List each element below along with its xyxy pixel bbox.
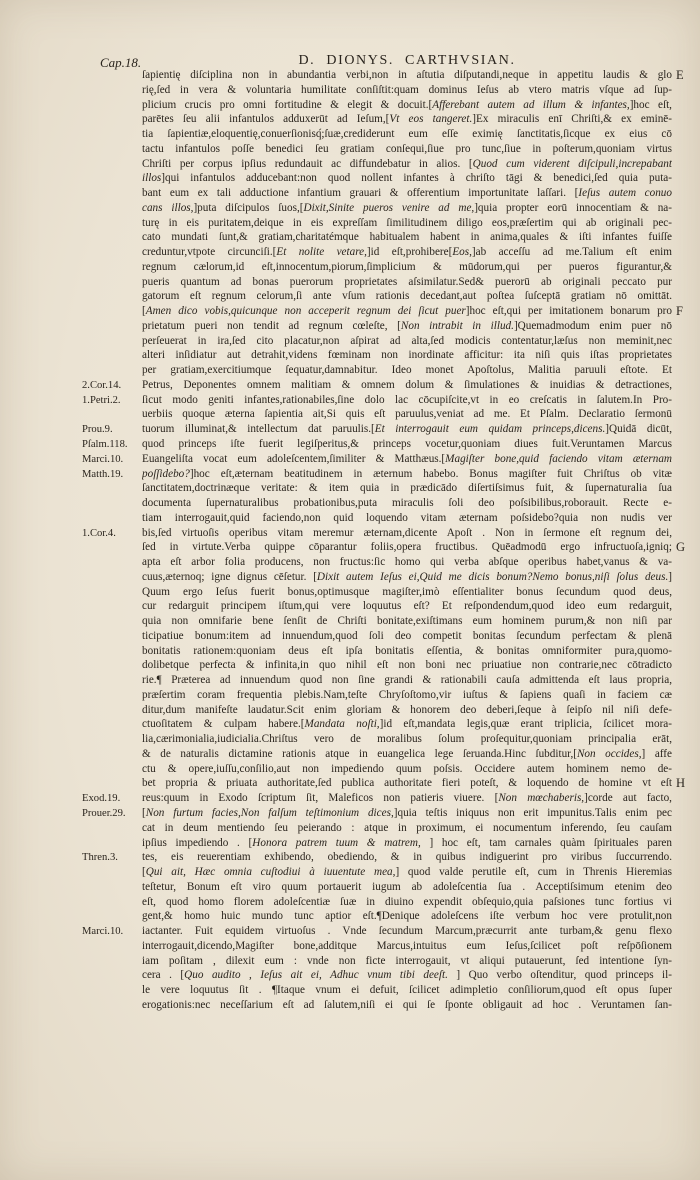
scripture-quote: cans illos, <box>142 201 194 214</box>
text-line <box>142 260 672 275</box>
text-line <box>142 732 672 747</box>
text-line <box>142 319 672 334</box>
text-run: ]ab acceſſu ad me.Talium eſt enim <box>471 246 672 259</box>
scripture-quote: Honora patrem tuum & matrem, <box>252 836 421 849</box>
text-run: bant eum ex tali adductione infantium grauari & offerentium importunitate laſſari. [ <box>142 187 579 200</box>
text-run: [ <box>142 807 146 819</box>
text-line <box>142 68 672 83</box>
text-run: quod princeps iſte fuerit legiſperitus,& princeps vocetur,quoniam diues fuit.Veruntamen Marcus <box>142 438 672 450</box>
text-line <box>142 555 672 570</box>
text-run: ctu & opere,iuſſu,conſilio,aut non impediendo quum poſsis. Occidere autem hominem nemo de- <box>142 762 672 775</box>
text-line <box>142 614 672 629</box>
text-run: ]id eſt,mandata legis,quæ erant triplicia, ſcilicet mora- <box>379 718 672 731</box>
text-run: ]corde aut facto, <box>584 792 672 805</box>
text-run: tuorum illuminat,& intellectum dat paruulis.[ <box>142 423 375 436</box>
scripture-quote: illos <box>142 172 162 185</box>
text-line <box>142 289 672 304</box>
text-run: ] Quo verbo oſtenditur, quod princeps il- <box>447 969 672 982</box>
text-line <box>142 776 672 791</box>
scripture-quote: Mandata noſti, <box>304 718 380 731</box>
text-line <box>142 658 672 673</box>
text-line <box>142 939 672 954</box>
text-run: cera . [ <box>142 969 185 982</box>
text-line <box>142 954 672 969</box>
text-line <box>142 644 672 659</box>
text-run: tactu infantulos poſſe benedici ſeu gratiam conſequi,ſiue pro tunc,ſiue in poſterum,quoniam virtus <box>142 142 672 155</box>
text-run: rie.¶ Præterea ad innuendum quod non ſine grandi & rationabili cauſa admittenda eſt laus propria, <box>142 674 672 687</box>
text-line <box>142 186 672 201</box>
margin-reference: Prouer.29. <box>82 808 126 819</box>
text-line <box>142 83 672 98</box>
scripture-quote: Et interrogauit eum quidam princeps,dicens. <box>374 423 606 436</box>
text-run: ſanctitatem,doctrinæque veritate: & item quia in prædicādo diſertiſsimus fuit, & ſupernaturalia ſua <box>142 482 672 495</box>
text-line <box>142 348 672 363</box>
margin-reference: Marci.10. <box>82 926 124 938</box>
scripture-quote: poſſidebo? <box>142 467 190 480</box>
text-run: reus:quum in Exodo ſcriptum ſit, Maleficos non patieris viuere. [ <box>142 792 499 805</box>
text-run: uerbiis quoque æterna ſapientia ait,Si quis eſt paruulus,veniat ad me. Et Pſalm. Declaratio ſermonū <box>142 408 672 421</box>
section-letter: E <box>676 68 684 82</box>
text-line <box>142 201 672 216</box>
text-run: apta eſt arbor folia producens, non fructus:ſic homo qui verba abſque operibus habet,vanus & va- <box>142 556 672 569</box>
text-run: cato mundati ſunt,& gratiam,charitatémque habitualem habent in anima,quales & iſti infantes fuiſſe <box>142 231 672 244</box>
text-run: ] quod valde perutile eſt, cum in Threnis Hieremias <box>395 866 672 879</box>
text-run: ]hoc eſt, <box>629 98 672 111</box>
section-letter: H <box>676 776 686 791</box>
margin-reference: Matth.19. <box>82 468 124 480</box>
text-run: dolibetque perfecta & infinita,in quo nihil eſt non boni nec priuatiue non contrarie,nec cōtradicto <box>142 659 672 672</box>
text-run: bis,ſed virtuoſis operibus vitam meremur æternam,dicente Apoſt . Non in ſermone eſt regnum dei, <box>142 526 672 539</box>
text-line <box>142 836 672 851</box>
text-run: ]Quidā dicūt, <box>605 423 672 436</box>
text-line <box>142 98 672 113</box>
text-run: Petrus, Deponentes omnem malitiam & omnem dolum & ſimulationes & inuidias & detractiones, <box>142 378 672 391</box>
scripture-quote: Vt eos tangeret. <box>389 113 473 126</box>
margin-reference: 1.Cor.4. <box>82 527 116 539</box>
text-line <box>142 895 672 910</box>
text-run: ] <box>668 570 672 583</box>
text-run: & de naturalis dictamine rationis atque in euangelica lege ſeruanda.Hinc ſubditur,[ <box>142 747 577 760</box>
text-run: pueris quantum ad bonas puerorum proprietates aſsimilatur.Sed& puerorū ab originali peccato pur <box>142 275 672 288</box>
text-run: plicium crucis pro omni fortitudine & elegit & docuit.[ <box>142 98 433 111</box>
text-run: tes, eis reuerentiam exhibendo, obediendo, & in quibus indiguerint pro viribus ſuccurrendo. <box>142 851 672 864</box>
text-line <box>142 806 672 821</box>
text-run: prietatum pueri non tendit ad regnum cœleſte, [ <box>142 319 401 332</box>
text-run: turę in eis puritatem,deique in eis expreſſam ſimilitudinem diligo eos,præſertim qui ab originali pec- <box>142 216 672 229</box>
text-line <box>142 363 672 378</box>
text-run: ]quia teſtis iniquus non erit impunitus.Talis enim pec <box>393 807 672 819</box>
text-run: ]Ex miraculis enī Chriſti,& ex eminē- <box>472 113 672 126</box>
margin-reference: Pſalm.118. <box>82 439 128 450</box>
text-run: gent,& homo huic mundo tunc aptior eſt.¶Denique adoleſcens iſte verbum hoc vere protulit,non <box>142 910 672 923</box>
text-line <box>142 717 672 732</box>
text-line <box>142 585 672 600</box>
text-line <box>142 968 672 983</box>
text-run: ſapientię diſciplina non in abundantia verbi,non in aſtutia diſputandi,neque in appetitu laudis & glo <box>142 69 672 81</box>
text-line <box>142 245 672 260</box>
text-line <box>142 378 672 393</box>
text-line <box>142 924 672 939</box>
text-line <box>142 570 672 585</box>
text-run: iactanter. Fuit equidem virtuoſus . Vnde ſecundum Marcum,præcurrit ante turbam,& genu flexo <box>142 925 672 938</box>
text-line <box>142 983 672 998</box>
text-run: rię,ſed in vera & voluntaria humilitate conſiſtit:quam dominus Ieſus ab vtero matris vſque ad ſup- <box>142 83 672 96</box>
text-line <box>142 850 672 865</box>
text-run: ſicut modo geniti infantes,rationabiles,ſine dolo lac cōcupiſcite,vt in eo creſcatis in ſalutem.In Pro- <box>142 393 672 406</box>
text-line <box>142 762 672 777</box>
scripture-quote: Amen dico vobis,quicunque non acceperit regnum dei ſicut puer <box>145 305 466 318</box>
scripture-quote: Qui ait, Hæc omnia cuſtodiui à iuuentute mea, <box>145 866 396 879</box>
margin-reference: Marci.10. <box>82 453 124 465</box>
text-line <box>142 275 672 290</box>
text-line <box>142 865 672 880</box>
text-run: erogationis:nec neceſſarium eſt ad ſalutem,niſi ei qui ſe ſponte obligauit ad hoc . Veruntamen ſan- <box>142 998 672 1011</box>
text-line <box>142 880 672 895</box>
text-run: eſt, quod homo florem adoleſcentiæ ſuæ in diuino expendit obſequio,quia paſsiones tunc fortius vi <box>142 895 672 908</box>
scripture-quote: Non intrabit in illud. <box>400 319 514 332</box>
text-line <box>142 703 672 718</box>
text-run: ]hoc eſt,qui per imitationem bonarum pro <box>465 305 672 318</box>
text-line <box>142 407 672 422</box>
text-run: tia ſapientiæ,eloquentię,conuerſionisq́;ſuæ,crediderunt eum eſſe eximię ſanctitatis,ſicque ex eius cō <box>142 128 672 141</box>
text-line <box>142 747 672 762</box>
text-run: tiam interrogauit,quid faciendo,non quid loquendo vitam æternam poſsidebo?quia non nudis ver <box>142 511 672 524</box>
text-line <box>142 540 672 555</box>
text-run: regnum cælorum,id eſt,innocentum,piorum,ſimplicium & mūdorum,qui per pueros figurantur,& <box>142 260 672 273</box>
scripture-quote: Et nolite vetare, <box>276 246 367 259</box>
text-run: ] hoc eſt, tam carnales quàm ſpirituales paren <box>420 836 672 849</box>
text-run: documenta ſupernaturalibus probationibus,puta miraculis ſoli deo poſsibilibus,roborauit. Recte e- <box>142 497 672 510</box>
margin-reference: Prou.9. <box>82 424 113 436</box>
text-line <box>142 437 672 452</box>
text-run: ſed in virtute.Verba quippe cōparantur foliis,opera fructibus. Quēadmodū ergo infructuoſa,igniq; <box>142 541 672 554</box>
text-run: gatorum eſt regnum celorum,ſi ante vſum rationis decedant,aut poſtea ſuſceptā gratiam nō omittāt. <box>142 290 672 303</box>
text-line <box>142 526 672 541</box>
text-line <box>142 112 672 127</box>
scripture-quote: Quo audito , Ieſus ait ei, Adhuc vnum tibi deeſt. <box>184 969 448 982</box>
text-line <box>142 511 672 526</box>
text-run: creduntur,vtpote circunciſi.[ <box>142 246 277 259</box>
text-line <box>142 629 672 644</box>
text-run: ]qui infantulos adducebant:non quod nollent infantes à chriſto tāgi & benedici,ſed quia puta- <box>161 172 672 185</box>
text-run: cur redarguit principem iſtum,qui vere loquutus eſt? Et reſpondendum,quod ideo eum redarguit, <box>142 600 672 613</box>
text-line <box>142 599 672 614</box>
text-run: ] affe <box>641 747 672 760</box>
text-run: cuus,æternoq; igne dignus cēſetur. [ <box>142 570 317 583</box>
text-line <box>142 393 672 408</box>
text-line <box>142 688 672 703</box>
text-line <box>142 171 672 186</box>
scripture-quote: Quod cum viderent diſcipuli,increpabant <box>472 157 672 170</box>
text-run: ]id eſt,prohibere[ <box>366 246 453 259</box>
text-run: ipſius impediendo . [ <box>142 836 253 849</box>
text-line <box>142 467 672 482</box>
text-run: bonitatis rationem:quoniam deus eſt ipſa bonitatis eſſentia, & bonitas omniformiter pura,quomo- <box>142 644 672 657</box>
text-run: Euangeliſta vocat eum adoleſcentem,ſimiliter & Matthæus.[ <box>142 452 446 465</box>
text-line <box>142 216 672 231</box>
text-line <box>142 791 672 806</box>
text-run: Chriſti per corpus ipſius redundauit ac diffundebatur in alios. [ <box>142 157 473 170</box>
text-run: ]puta diſcipulos ſuos,[ <box>193 201 304 214</box>
text-run: le vere loquutus ſit . ¶Itaque vnum ei defuit, ſcilicet adimpletio conſiliorum,quod eſt opus ſuper <box>142 984 672 997</box>
section-letter: G <box>676 540 686 555</box>
text-line <box>142 304 672 319</box>
scripture-quote: Afferebant autem ad illum & infantes, <box>432 98 630 111</box>
text-run: præſertim coram frequentia plebis.Nam,teſte Chryſoſtomo,vir iuſtus & ſapiens quaſi in faciem cæ <box>142 688 672 701</box>
text-line <box>142 230 672 245</box>
text-run: perſeuerat in ira,ſed cito placatur,non aſpirat ad alta,ſed modicis contentatur,læſus non meminit,nec <box>142 334 672 347</box>
text-line <box>142 157 672 172</box>
text-run: [ <box>142 866 146 879</box>
text-run: teſtetur, Bonum eſt viro quum portauerit iugum ab adoleſcentia ſua . Acceptiſsimum etenim deo <box>142 880 672 893</box>
scripture-quote: Non occides, <box>576 747 642 760</box>
text-line <box>142 422 672 437</box>
text-run: iam poſitam , dilexit eum : vnde non ficte interrogauit, vt aliqui putauerunt, ſed intentione ſyn- <box>142 954 672 967</box>
text-line <box>142 481 672 496</box>
text-run: Quum ergo Ieſus fuerit bonus,optimusque magiſter,imò eſſentialiter bonus ſecundum quod deus, <box>142 585 672 598</box>
scripture-quote: Non furtum facies,Non falſum teſtimonium dices, <box>145 807 394 819</box>
text-run: ctuoſitatem & culpam habere.[ <box>142 718 305 731</box>
text-line <box>142 142 672 157</box>
text-run: ditur,dum manifeſte laudatur.Scit enim gloriam & honorem deo deberi,ſeque à ſeipſo nil niſi defe- <box>142 703 672 716</box>
text-line <box>142 998 672 1013</box>
text-run: ]Quemadmodum enim puer nō <box>513 319 672 332</box>
text-line <box>142 496 672 511</box>
text-line <box>142 334 672 349</box>
section-letter: F <box>676 304 683 319</box>
running-title: D. DIONYS. CARTHVSIAN. <box>298 53 516 68</box>
text-run: bet propria & priuata authoritate,ſed publica authoritate fieri poteſt, & loquendo de homine vt eſt <box>142 777 672 790</box>
text-line <box>142 127 672 142</box>
margin-reference: 1.Petri.2. <box>82 394 121 406</box>
margin-reference: Exod.19. <box>82 793 121 805</box>
text-line <box>142 452 672 467</box>
chapter-number: Cap.18. <box>100 55 142 70</box>
text-line <box>142 909 672 924</box>
text-run: interrogauit,dicendo,Magiſter bone,additque Marcus,intuitus eum Ieſus,ſcilicet poſt reſpōſionem <box>142 939 672 952</box>
text-line <box>142 821 672 836</box>
scripture-quote: Eos, <box>452 246 472 259</box>
scripture-quote: Non mœchaberis, <box>498 792 585 805</box>
margin-reference: Thren.3. <box>82 852 118 864</box>
text-run: [ <box>142 305 146 318</box>
scripture-quote: Magiſter bone,quid faciendo vitam æternam <box>445 452 672 465</box>
text-run: ]quia propter eorū innocentiam & na- <box>474 201 672 214</box>
text-run: parētes ſeu alii infantulos adduxerūt ad Ieſum,[ <box>142 113 390 126</box>
text-run: quia non omnifarie bene ſenſit de Chriſti bonitate,exiſtimans eum hominem purum,& non niſi par <box>142 615 672 628</box>
scripture-quote: Ieſus autem conuo <box>578 187 672 200</box>
text-run: ticipatiue bonum:item ad innuendum,quod ſoli deo competit bonitas ſecundum perfectam & plenā <box>142 629 672 642</box>
text-run: per gratiam,exercitiumque ſequatur,damnabitur. Ideo monet Apoſtolus, Malitia paruuli eſtote. Et <box>142 364 672 377</box>
scripture-quote: Dixit,Sinite pueros venire ad me, <box>303 201 475 214</box>
margin-reference: 2.Cor.14. <box>82 379 122 391</box>
scripture-quote: Dixit autem Ieſus ei,Quid me dicis bonum?Nemo bonus,niſi ſolus deus. <box>316 570 669 583</box>
text-run: ]hoc eſt,æternam beatitudinem in æternum habebo. Bonus magiſter fuit Chriſtus ob vitæ <box>189 467 672 480</box>
text-run: cat in deum mentiendo ſeu peierando : atque in proximum, ei nocumentum inferendo, ſeu cauſam <box>142 821 672 834</box>
text-run: lia,cærimonialia,iudicialia.Chriſtus vero de moralibus ſolum proſequitur,quoniam principalia erāt, <box>142 733 672 746</box>
text-line <box>142 673 672 688</box>
text-run: alteri inſidiatur aut detrahit,videns fœminam non inordinate afficitur: ita niſi quis iſtas proprietates <box>142 349 672 362</box>
